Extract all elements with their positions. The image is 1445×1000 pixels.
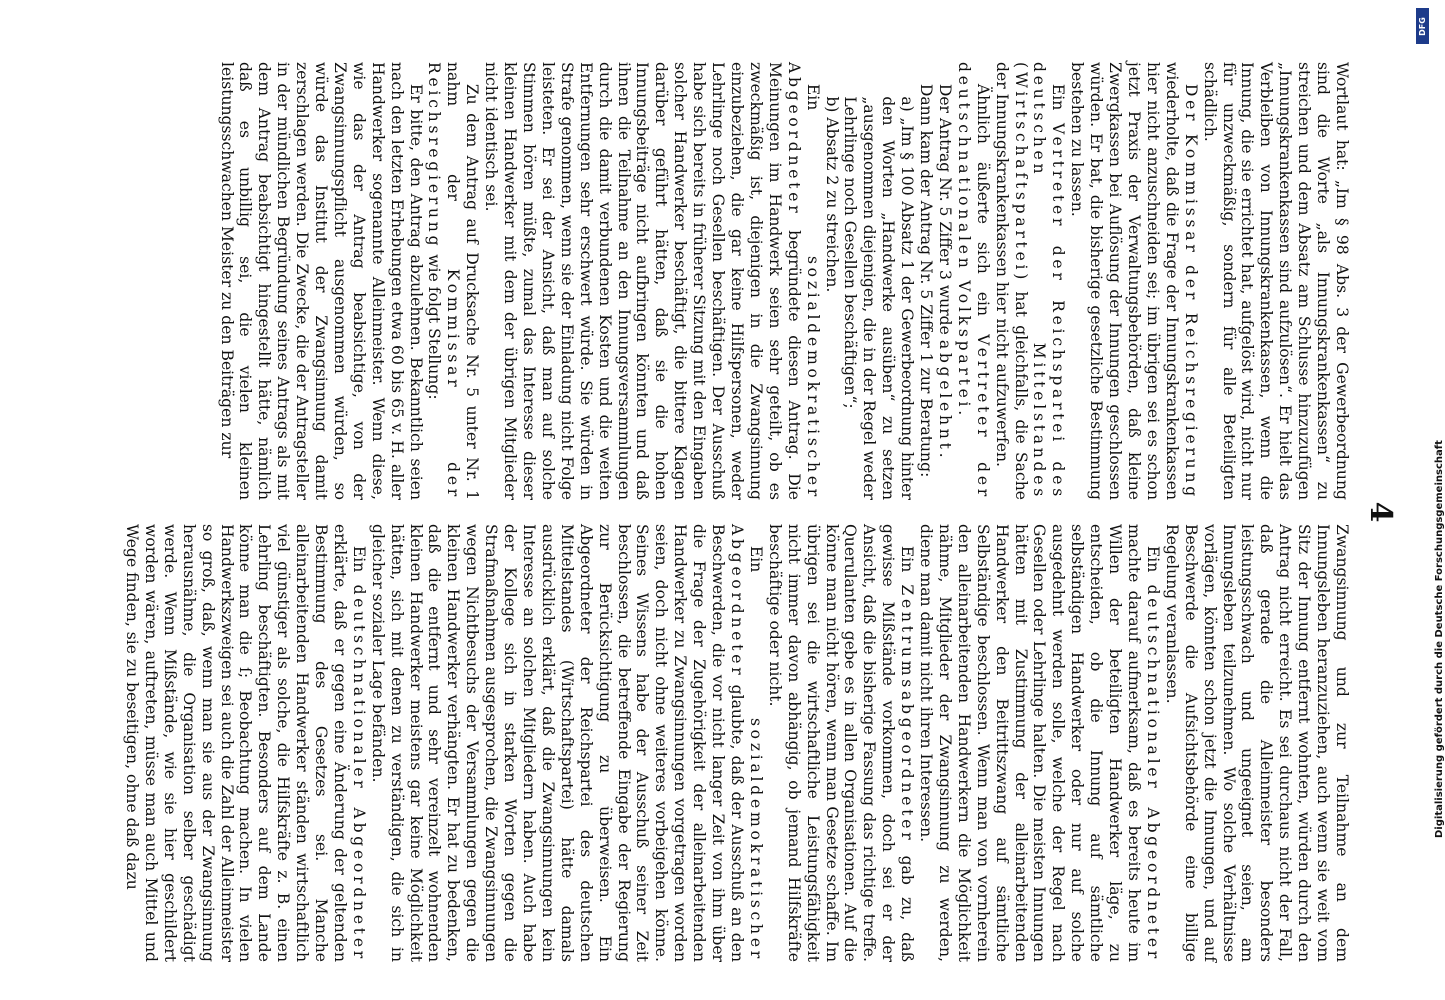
paragraph [1067, 62, 1199, 500]
text: glaubte, daß der Ausschuß an den Beschwerden, die vor nicht langer Zeit von ihm über die Frage der Zugehörigkeit der alleinarbeitenden Handwerker zu Zwangsinnungen vorgetragen worden seien, doch nicht ohne weiteres vorbeigehen könne. Seines Wissens habe der Ausschuß seiner Zeit beschlossen, die betreffende Eingabe der Regierung zur Berücksichtigung zu überweisen. Ein Abgeordneter der Reichspartei des deutschen Mittelstandes (Wirtschaftspartei) hätte damals ausdrücklich erklärt, daß die Zwangsinnungen kein Interesse an solchen Mitgliedern haben. Auch habe der Kollege sich in starken Worten gegen die Strafmaßnahmen ausgesprochen, die Zwangsinnungen wegen Nichtbesuchs der Versammlungen gegen die kleinen Handwerker verhängten. Er hat zu bedenken, daß die entfernt und sehr vereinzelt wohnenden kleinen Handwerker meistens gar keine Möglichkeit hätten, sich mit denen zu verständigen, die sich in gleicher sozialer Lage befänden. [368, 524, 746, 962]
spaced-text: Zentrumsabgeordneter [898, 584, 917, 844]
spaced-text: Der Kommissar der Reichsregierung [1181, 83, 1200, 500]
spaced-text: Vertreter der deutschnationalen Volkspartei. [954, 62, 992, 500]
text: Ein [1143, 545, 1162, 585]
right-column [111, 524, 1351, 962]
paragraph: Wortlaut hat: „Im § 98 Abs. 3 der Gewerbeordnung sind die Worte „als Innungskrankenkassen“ zu streichen und dem Absatz am Schlusse hinzuzufügen „Innungskrankenkassen sind aufzulösen“. Er hielt das Verbleiben von Innungskrankenkassen, wenn die Innung, die sie errichtet hat, aufgelöst wird, nicht nur für unzweckmäßig, sondern für alle Beteiligten schädlich. [1200, 62, 1351, 500]
spaced-text: Vertreter der Reichspartei des deutschen Mittelstandes (Wirtschaftspartei) [1011, 62, 1068, 500]
text: Ein [349, 545, 368, 585]
rotated-document-page [95, 62, 1398, 962]
paragraph [122, 524, 368, 962]
dfg-logo [1416, 8, 1429, 44]
paragraph [425, 62, 482, 500]
spaced-text: Kommissar der Reichsregierung [425, 62, 463, 500]
spaced-text: sozialdemokratischer Abgeordneter [728, 524, 765, 962]
text: Zu dem Antrag auf Drucksache Nr. 5 unter Nr. 1 nahm der [444, 62, 482, 500]
text: Ein [1049, 83, 1068, 124]
list-item: b) Absatz 2 zu streichen. [822, 96, 841, 293]
paragraph [368, 524, 765, 962]
spaced-text: deutschnationaler Abgeordneter [1143, 584, 1162, 962]
spaced-text: deutschnationaler Abgeordneter [349, 584, 368, 962]
text: Ein [746, 545, 765, 718]
text: Ähnlich äußerte sich ein [973, 83, 992, 335]
paragraph [992, 62, 1068, 500]
paragraph [916, 524, 1162, 962]
text: begründete diesen Antrag. Die Meinungen im Handwerk seien sehr geteilt, ob es zweckmäßig ist, diejenigen in die Zwangsinnung einzubeziehen, die gar keine Hilfspersonen, weder Lehrlinge noch Gesellen beschäftigen. Der Ausschuß habe sich bereits in früherer Sitzung mit den Eingaben solcher Handwerker beschäftigt, die bittere Klagen darüber geführt hätten, daß sie die hohen Innungsbeiträge nicht aufbringen könnten und daß ihnen die Teilnahme an den Innungsversammlungen durch die damit verbundenen Kosten und die weiten Entfernungen sehr erschwert würde. Sie würden in Strafe genommen, wenn sie der Einladung nicht Folge leisteten. Er sei der Ansicht, daß man auf solche Stimmen hören müßte, zumal das Interesse dieser kleinen Handwerker mit dem der übrigen Mitglieder nicht identisch sei. [482, 62, 803, 500]
text: hat gleichfalls, die Sache der Innungskrankenkassen hier nicht aufzuwerfen. [992, 62, 1030, 500]
list-item: a) „Im § 100 Absatz 1 der Gewerbeordnung hinter den Worten „Handwerke ausüben“ zu setzen „ausgenommen diejenigen, die in der Regel weder Lehrlinge noch Gesellen beschäftigen“; [841, 96, 917, 500]
paragraph: Er bitte, den Antrag abzulehnen. Bekanntlich seien nach den letzten Erhebungen etwa 60 bis 65 v. H. aller Handwerker sogenannte Alleinmeister. Wenn diese, wie das der Antrag beabsichtige, von der Zwangsinnungspflicht ausgenommen würden, so würde das Institut der Zwangsinnung damit zerschlagen werden. Die Zwecke, die der Antragsteller in der mündlichen Begründung seines Antrags als mit dem Antrag beabsichtigt hingestellt hätte, nämlich daß es unbillig sei, die vielen kleinen leistungsschwachen Meister zu den Beiträgen zur [217, 62, 425, 500]
text: Ein [898, 545, 917, 585]
paragraph [954, 62, 992, 500]
text: wie folgt Stellung: [425, 249, 444, 400]
paragraph: Zwangsinnung und zur Teilnahme an dem Innungsleben heranzuziehen, auch wenn sie weit vom Sitz der Innung entfernt wohnten, würden durch den Antrag nicht erreicht. Es sei durchaus nicht der Fall, daß gerade die Alleinmeister besonders leistungsschwach und ungeeignet seien, am Innungsleben teilzunehmen. Wo solche Verhältnisse vorlägen, könnten schon jetzt die Innungen, und auf Beschwerde die Aufsichtsbehörde eine billige Regelung veranlassen. [1162, 524, 1351, 962]
digitization-note: Digitalisierung gefördert durch die Deutsche Forschungsgemeinschaft [1434, 440, 1445, 838]
text-columns [111, 62, 1351, 962]
paragraph [481, 62, 821, 500]
spaced-text: abgelehnt. [935, 339, 954, 462]
text: gab zu, daß gewisse Mißstände vorkommen, doch sei er der Ansicht, daß die bisherige Fassung das richtige treffe. Querulanten gebe es in allen Organisationen. Auf die könne man nicht hören, wenn man Gesetze schaffe. Im übrigen sei die wirtschaftliche Leistungsfähigkeit nicht immer davon abhängig, ob jemand Hilfskräfte beschäftige oder nicht. [765, 524, 917, 962]
digitization-strip [1414, 6, 1445, 838]
left-column [111, 62, 1351, 500]
text: erklärte, daß er gegen eine Änderung der geltenden Bestimmung des Gesetzes sei. Manche alleinarbeitenden Handwerker ständen wirtschaftlich viel günstiger als solche, die Hilfskräfte z. B. einen Lehrling beschäftigten. Besonders auf dem Lande könne man die ſ; Beobachtung machen. In vielen Handwerkszweigen sei auch die Zahl der Alleinmeister so groß, daß, wenn man sie aus der Zwangsinnung herausnähme, die Organisation selber geschädigt werde. Wenn Mißstände, wie sie hier geschildert worden wären, auftreten, müsse man auch Mittel und Wege finden, sie zu beseitigen, ohne daß dazu [123, 524, 349, 962]
paragraph [765, 524, 916, 962]
spaced-text: sozialdemokratischer Abgeordneter [784, 62, 822, 500]
page-number: 4 [1363, 501, 1398, 523]
text: machte darauf aufmerksam, daß es bereits heute im Willen der beteiligten Handwerker läge, zu entscheiden, ob die Innung auf sämtliche selbständigen Handwerker oder nur auf solche ausgedehnt werden solle, welche der Regel nach Gesellen oder Lehrlinge halten. Die meisten Innungen hätten mit Zustimmung der alleinarbeitenden Handwerker den Beitrittszwang auf sämtliche Selbständige beschlossen. Wenn man von vornherein den alleinarbeitenden Handwerkern die Möglichkeit nähme, Mitglieder der Zwangsinnung zu werden, diene man damit nicht ihren Interessen. [917, 524, 1144, 962]
paragraph: Dann kam der Antrag Nr. 5 Ziffer 1 zur Beratung: [917, 83, 936, 478]
text: Ein [803, 83, 822, 256]
text: Der Antrag Nr. 5 Ziffer 3 wurde [935, 83, 954, 340]
paragraph [935, 62, 954, 500]
text: wiederholte, daß die Frage der Innungskrankenkassen hier nicht anzuschneiden sei; im übrigen sei es schon jetzt Praxis der Verwaltungsbehörden, daß kleine Zwergkassen bei Auflösung der Innungen geschlossen würden. Er bat, die bisherige gesetzliche Bestimmung bestehen zu lassen. [1068, 62, 1181, 500]
dfg-logo-text: DFG [1418, 16, 1428, 36]
